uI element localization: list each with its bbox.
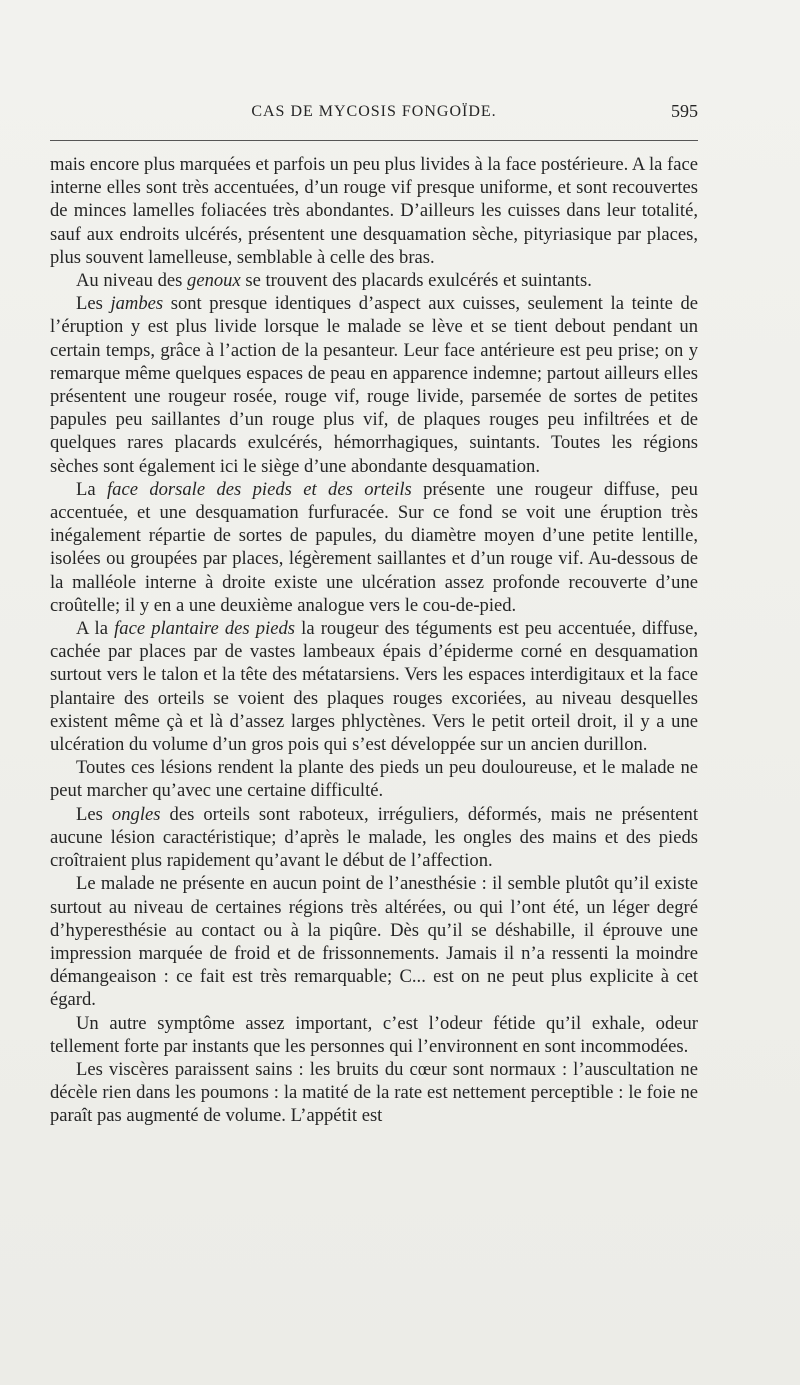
- italic-term: genoux: [187, 270, 241, 292]
- paragraph: [50, 756, 698, 802]
- page-number: 595: [671, 101, 698, 121]
- paragraph: [50, 478, 698, 617]
- italic-term: face plantaire des pieds: [114, 618, 296, 640]
- header-rule: [50, 140, 698, 141]
- paragraph: [50, 1012, 698, 1058]
- italic-term: ongles: [111, 803, 161, 825]
- text-run: Les: [76, 293, 111, 315]
- paragraph: [50, 269, 698, 292]
- paragraph: [50, 292, 698, 478]
- text-run: Le malade ne présente en aucun point de l’anesthésie : il semble plutôt qu’il existe surtout au niveau de certaines régions très altérées, ou qui l’ont été, un léger degré d’hyperesthésie au contact ou à la piqûre. Dès qu’il se déshabille, il éprouve une impression marquée de froid et de frissonnements. Jamais il n’a ressenti la moindre démangeaison : ce fait est très remarquable; C... est on ne peut plus explicite à cet égard.: [50, 873, 698, 1011]
- text-run: Un autre symptôme assez important, c’est l’odeur fétide qu’il exhale, odeur tellement forte par instants que les personnes qui l’environnent en sont incommodées.: [50, 1012, 698, 1057]
- text-run: des orteils sont raboteux, irréguliers, déformés, mais ne présentent aucune lésion caractéristique; d’après le malade, les ongles des mains et des pieds croîtraient plus rapidement qu’avant le début de l’affection.: [50, 803, 698, 872]
- body-text: [50, 153, 698, 1128]
- text-run: La: [76, 478, 107, 500]
- text-run: mais encore plus marquées et parfois un peu plus livides à la face postérieure. A la face interne elles sont très accentuées, d’un rouge vif presque uniforme, et sont recouvertes de minces lamelles foliacées très abondantes. D’ailleurs les cuisses dans leur totalité, sauf aux endroits ulcérés, présentent une desquamation sèche, pityriasique par places, plus souvent lamelleuse, semblable à celle des bras.: [50, 154, 698, 268]
- text-run: Les: [76, 803, 112, 825]
- text-run: A la: [76, 618, 115, 640]
- paragraph: [50, 803, 698, 873]
- italic-term: face dorsale des pieds et des orteils: [106, 478, 412, 500]
- text-run: Toutes ces lésions rendent la plante des pieds un peu douloureuse, et le malade ne peut marcher qu’avec une certaine difficulté.: [50, 757, 698, 802]
- text-run: présente une rougeur diffuse, peu accentuée, et une desquamation furfuracée. Sur ce fond se voit une éruption très inégalement répartie de sortes de papules, du diamètre moyen d’une petite lentille, isolées ou groupées par places, légèrement saillantes et d’un rouge vif. Au-dessous de la malléole interne à droite existe une ulcération assez profonde recouverte d’une croûtelle; il y en a une deuxième analogue vers le cou-de-pied.: [50, 478, 698, 616]
- paragraph: [50, 872, 698, 1011]
- text-run: Les viscères paraissent sains : les bruits du cœur sont normaux : l’auscultation ne décèle rien dans les poumons : la matité de la rate est nettement perceptible : le foie ne paraît pas augmenté de volume. L’appétit est: [50, 1058, 698, 1127]
- text-run: sont presque identiques d’aspect aux cuisses, seulement la teinte de l’éruption y est plus livide lorsque le malade se lève et se tient debout pendant un certain temps, grâce à l’action de la pesanteur. Leur face antérieure est peu prise; on y remarque même quelques espaces de peau en apparence indemne; partout ailleurs elles présentent une rougeur rosée, rouge vif, rouge livide, parsemée de sortes de petites papules peu saillantes d’un rouge plus vif, de plaques rouges peu infiltrées et de quelques rares placards exulcérés, hémorrhagiques, suintants. Toutes les régions sèches sont également ici le siège d’une abondante desquamation.: [50, 293, 698, 477]
- text-run: Au niveau des: [76, 270, 188, 292]
- italic-term: jambes: [110, 293, 164, 315]
- running-title: CAS DE MYCOSIS FONGOÏDE.: [251, 103, 497, 120]
- paragraph: [50, 153, 698, 269]
- page-header: [50, 101, 698, 127]
- text-run: se trouvent des placards exulcérés et suintants.: [240, 270, 592, 292]
- paragraph: [50, 617, 698, 756]
- text-run: la rougeur des téguments est peu accentuée, diffuse, cachée par places par de vastes lambeaux épais d’épiderme corné en desquamation surtout vers le talon et la tête des métatarsiens. Vers les espaces interdigitaux et la face plantaire des orteils se voient des plaques rouges excoriées, au niveau desquelles existent même çà et là d’assez larges phlyctènes. Vers le petit orteil droit, il y a une ulcération du volume d’un gros pois qui s’est développée sur un ancien durillon.: [50, 618, 698, 756]
- paragraph: [50, 1058, 698, 1128]
